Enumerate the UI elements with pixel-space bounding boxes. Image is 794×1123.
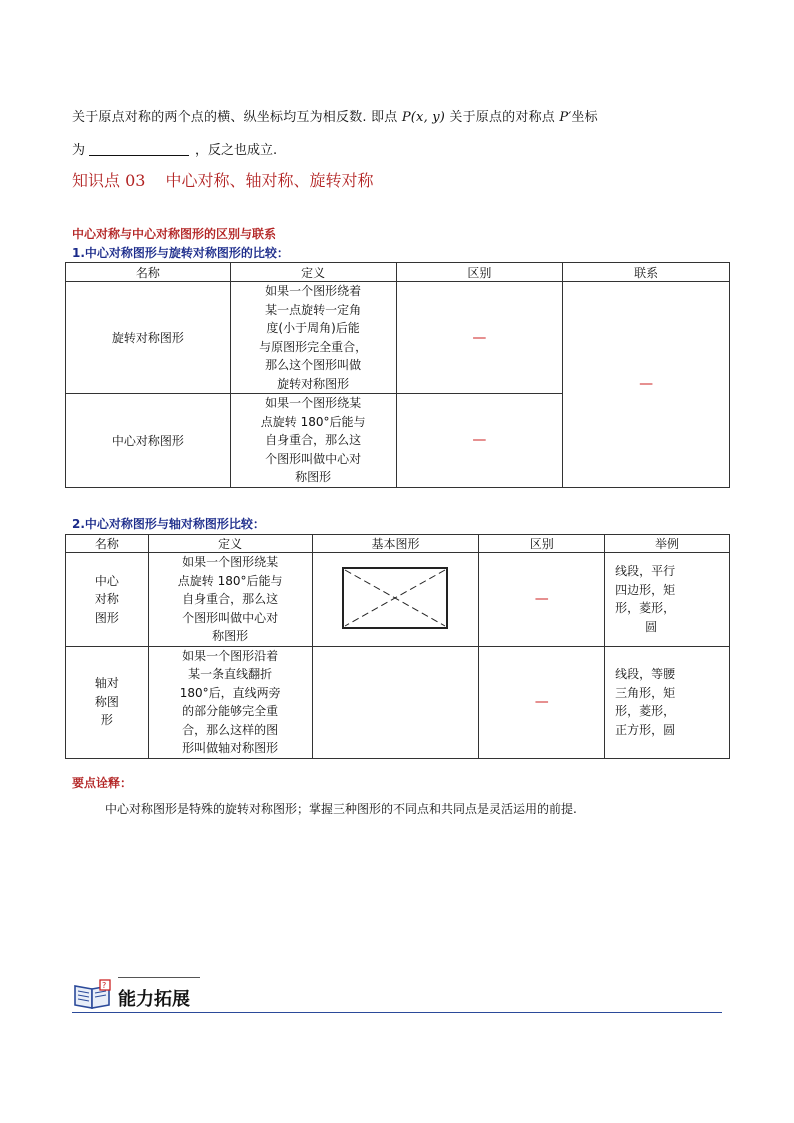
row-name: 中心 对称 图形 xyxy=(66,553,149,647)
row-difference: — xyxy=(479,553,605,647)
book-icon xyxy=(72,978,114,1014)
fill-blank[interactable] xyxy=(89,143,189,156)
header-name: 名称 xyxy=(66,535,149,553)
intro-text-a: 关于原点对称的两个点的横、纵坐标均互为相反数. 即点 xyxy=(72,110,402,125)
table2-caption: 2.中心对称图形与轴对称图形比较： xyxy=(72,517,265,531)
point-p-prime: P′ xyxy=(559,110,572,125)
section-underline xyxy=(72,1012,722,1013)
table-row xyxy=(66,282,730,394)
header-difference: 区别 xyxy=(396,263,563,282)
subheading: 中心对称与中心对称图形的区别与联系 xyxy=(72,227,277,241)
row-example: 线段，等腰 三角形，矩 形，菱形， 正方形，圆 xyxy=(605,646,730,758)
row-difference: — xyxy=(396,394,563,488)
table-header-row xyxy=(66,535,730,553)
row-definition: 如果一个图形绕某 点旋转 180°后能与 自身重合，那么这 个图形叫做中心对 称图形 xyxy=(148,553,312,647)
header-connection: 联系 xyxy=(563,263,730,282)
table1-caption: 1.中心对称图形与旋转对称图形的比较： xyxy=(72,246,289,260)
row-name: 旋转对称图形 xyxy=(66,282,231,394)
row-definition: 如果一个图形绕某 点旋转 180°后能与 自身重合，那么这 个图形叫做中心对 称图形 xyxy=(230,394,396,488)
intro-text-d: 为 xyxy=(72,143,86,158)
intro-text-c: 坐标 xyxy=(571,110,598,125)
connection-cell: — xyxy=(563,282,730,488)
intro-line-1 xyxy=(72,106,598,125)
header-difference: 区别 xyxy=(479,535,605,553)
knowledge-heading xyxy=(72,168,373,191)
note-text: 中心对称图形是特殊的旋转对称图形；掌握三种图形的不同点和共同点是灵活运用的前提. xyxy=(105,802,577,816)
table-central-vs-axial xyxy=(65,534,730,759)
row-name: 轴对 称图 形 xyxy=(66,646,149,758)
section-top-rule xyxy=(118,977,200,978)
basic-figure-cell xyxy=(312,553,479,647)
row-difference: — xyxy=(396,282,563,394)
header-basic-figure: 基本图形 xyxy=(312,535,479,553)
table-rotation-vs-central xyxy=(65,262,730,488)
row-definition: 如果一个图形绕着 某一点旋转一定角 度(小于周角)后能 与原图形完全重合， 那么这个图形叫做 旋转对称图形 xyxy=(230,282,396,394)
row-name: 中心对称图形 xyxy=(66,394,231,488)
rectangle-diagonals-figure xyxy=(340,565,450,631)
point-p: P(x, y) xyxy=(401,110,446,125)
svg-text:?: ? xyxy=(102,981,107,990)
header-name: 名称 xyxy=(66,263,231,282)
intro-text-e: ，反之也成立. xyxy=(195,143,278,158)
table-row xyxy=(66,646,730,758)
header-definition: 定义 xyxy=(230,263,396,282)
header-example: 举例 xyxy=(605,535,730,553)
table-row xyxy=(66,553,730,647)
basic-figure-cell-empty xyxy=(312,646,479,758)
intro-line-2 xyxy=(72,139,277,158)
intro-text-b: 关于原点的对称点 xyxy=(445,110,560,125)
row-example: 线段，平行 四边形，矩 形，菱形， 圆 xyxy=(605,553,730,647)
row-difference: — xyxy=(479,646,605,758)
row-definition: 如果一个图形沿着 某一条直线翻折 180°后，直线两旁 的部分能够完全重 合，那么这样的图 形叫做轴对称图形 xyxy=(148,646,312,758)
section-title: 能力拓展 xyxy=(118,989,190,1010)
knowledge-label: 知识点 03 xyxy=(72,171,146,190)
header-definition: 定义 xyxy=(148,535,312,553)
knowledge-title: 中心对称、轴对称、旋转对称 xyxy=(165,171,374,190)
note-title: 要点诠释： xyxy=(72,776,133,790)
table-header-row xyxy=(66,263,730,282)
